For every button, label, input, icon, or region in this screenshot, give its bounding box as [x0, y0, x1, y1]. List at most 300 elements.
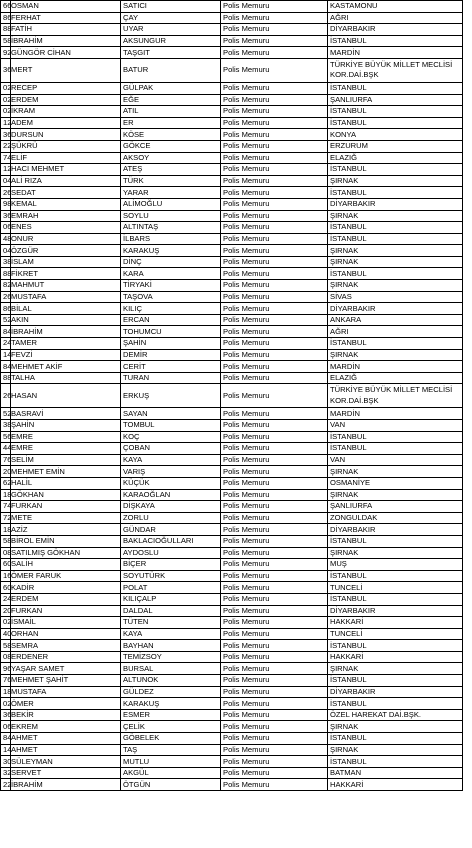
cell-title: Polis Memuru: [221, 198, 328, 210]
table-row: [1, 187, 463, 199]
cell-name: AHMET: [11, 733, 121, 745]
cell-title: Polis Memuru: [221, 384, 328, 408]
cell-name: KEMAL: [11, 198, 121, 210]
cell-no: 86: [1, 303, 11, 315]
cell-title: Polis Memuru: [221, 779, 328, 791]
cell-location: İSTANBUL: [328, 82, 463, 94]
cell-surname: SATICI: [121, 1, 221, 13]
cell-title: Polis Memuru: [221, 58, 328, 82]
cell-name: ŞAHİN: [11, 420, 121, 432]
cell-surname: KAYA: [121, 628, 221, 640]
cell-title: Polis Memuru: [221, 420, 328, 432]
cell-name: HACI MEHMET: [11, 164, 121, 176]
cell-no: 02: [1, 106, 11, 118]
cell-name: FERHAT: [11, 12, 121, 24]
cell-surname: ATEŞ: [121, 164, 221, 176]
cell-no: 26: [1, 187, 11, 199]
cell-no: 14: [1, 349, 11, 361]
cell-no: 04: [1, 245, 11, 257]
cell-no: 14: [1, 744, 11, 756]
cell-name: RECEP: [11, 82, 121, 94]
cell-location: İSTANBUL: [328, 106, 463, 118]
cell-name: ÖMER FARUK: [11, 570, 121, 582]
cell-name: FURKAN: [11, 605, 121, 617]
cell-no: 96: [1, 663, 11, 675]
cell-title: Polis Memuru: [221, 349, 328, 361]
cell-location: İSTANBUL: [328, 756, 463, 768]
cell-no: 02: [1, 94, 11, 106]
table-row: [1, 210, 463, 222]
cell-name: ELİF: [11, 152, 121, 164]
cell-title: Polis Memuru: [221, 187, 328, 199]
table-row: [1, 198, 463, 210]
cell-location: TÜRKİYE BÜYÜK MİLLET MECLİSİ KOR.DAİ.BŞK: [328, 384, 463, 408]
cell-location: MARDİN: [328, 47, 463, 59]
cell-location: HAKKARİ: [328, 617, 463, 629]
cell-no: 30: [1, 756, 11, 768]
cell-name: ERDEM: [11, 94, 121, 106]
table-row: [1, 164, 463, 176]
cell-location: AĞRI: [328, 12, 463, 24]
table-row: [1, 512, 463, 524]
cell-name: SEMRA: [11, 640, 121, 652]
table-row: [1, 454, 463, 466]
cell-title: Polis Memuru: [221, 47, 328, 59]
cell-location: ŞIRNAK: [328, 245, 463, 257]
cell-no: 02: [1, 698, 11, 710]
cell-surname: AKSOY: [121, 152, 221, 164]
cell-title: Polis Memuru: [221, 721, 328, 733]
table-body: [1, 1, 463, 791]
cell-no: 66: [1, 1, 11, 13]
cell-location: ŞIRNAK: [328, 280, 463, 292]
cell-surname: BİÇER: [121, 559, 221, 571]
cell-name: HASAN: [11, 384, 121, 408]
table-row: [1, 593, 463, 605]
table-row: [1, 129, 463, 141]
cell-no: 56: [1, 431, 11, 443]
cell-location: HAKKARİ: [328, 651, 463, 663]
cell-surname: TOHUMCU: [121, 326, 221, 338]
cell-no: 06: [1, 222, 11, 234]
table-row: [1, 349, 463, 361]
cell-location: ŞIRNAK: [328, 721, 463, 733]
cell-no: 76: [1, 675, 11, 687]
cell-no: 20: [1, 466, 11, 478]
cell-no: 58: [1, 640, 11, 652]
cell-surname: KILIÇALP: [121, 593, 221, 605]
cell-location: İSTANBUL: [328, 570, 463, 582]
cell-location: ŞIRNAK: [328, 547, 463, 559]
cell-surname: ALTUNOK: [121, 675, 221, 687]
cell-surname: CERİT: [121, 361, 221, 373]
cell-title: Polis Memuru: [221, 338, 328, 350]
cell-location: ZONGULDAK: [328, 512, 463, 524]
cell-no: 52: [1, 408, 11, 420]
cell-no: 86: [1, 12, 11, 24]
table-row: [1, 686, 463, 698]
table-row: [1, 501, 463, 513]
cell-name: İKRAM: [11, 106, 121, 118]
cell-location: İSTANBUL: [328, 431, 463, 443]
table-row: [1, 280, 463, 292]
cell-no: 24: [1, 593, 11, 605]
cell-name: ŞÜKRÜ: [11, 140, 121, 152]
cell-surname: TÜRK: [121, 175, 221, 187]
cell-surname: TAŞ: [121, 744, 221, 756]
cell-name: GÜNGÖR CİHAN: [11, 47, 121, 59]
table-row: [1, 372, 463, 384]
cell-no: 52: [1, 314, 11, 326]
table-row: [1, 767, 463, 779]
cell-surname: KAYA: [121, 454, 221, 466]
cell-no: 12: [1, 117, 11, 129]
cell-surname: KARAKUŞ: [121, 245, 221, 257]
cell-no: 82: [1, 280, 11, 292]
cell-surname: TÜTEN: [121, 617, 221, 629]
cell-name: BASRAVİ: [11, 408, 121, 420]
table-row: [1, 420, 463, 432]
cell-no: 58: [1, 535, 11, 547]
cell-surname: ÇAY: [121, 12, 221, 24]
cell-surname: GÜLDEZ: [121, 686, 221, 698]
cell-no: 04: [1, 175, 11, 187]
cell-name: MERT: [11, 58, 121, 82]
cell-location: ELAZIĞ: [328, 152, 463, 164]
cell-title: Polis Memuru: [221, 233, 328, 245]
cell-location: ŞIRNAK: [328, 663, 463, 675]
cell-location: ŞIRNAK: [328, 256, 463, 268]
cell-title: Polis Memuru: [221, 24, 328, 36]
cell-location: DİYARBAKIR: [328, 303, 463, 315]
cell-title: Polis Memuru: [221, 628, 328, 640]
table-row: [1, 47, 463, 59]
cell-surname: KILIÇ: [121, 303, 221, 315]
cell-surname: GÜNDAR: [121, 524, 221, 536]
cell-location: İSTANBUL: [328, 164, 463, 176]
table-row: [1, 12, 463, 24]
cell-name: ÖZGÜR: [11, 245, 121, 257]
cell-location: ŞANLIURFA: [328, 94, 463, 106]
table-row: [1, 628, 463, 640]
cell-no: 84: [1, 361, 11, 373]
cell-title: Polis Memuru: [221, 524, 328, 536]
table-row: [1, 326, 463, 338]
cell-title: Polis Memuru: [221, 291, 328, 303]
cell-surname: KÜÇÜK: [121, 477, 221, 489]
cell-location: İSTANBUL: [328, 698, 463, 710]
cell-no: 98: [1, 198, 11, 210]
cell-title: Polis Memuru: [221, 129, 328, 141]
cell-title: Polis Memuru: [221, 12, 328, 24]
table-row: [1, 524, 463, 536]
cell-title: Polis Memuru: [221, 222, 328, 234]
cell-surname: BAYHAN: [121, 640, 221, 652]
cell-location: İSTANBUL: [328, 222, 463, 234]
cell-location: İSTANBUL: [328, 268, 463, 280]
table-row: [1, 314, 463, 326]
cell-surname: DEMİR: [121, 349, 221, 361]
cell-title: Polis Memuru: [221, 477, 328, 489]
cell-location: ÖZEL HAREKAT DAİ.BŞK.: [328, 709, 463, 721]
table-row: [1, 106, 463, 118]
cell-no: 62: [1, 477, 11, 489]
cell-title: Polis Memuru: [221, 501, 328, 513]
cell-no: 32: [1, 767, 11, 779]
cell-name: KADİR: [11, 582, 121, 594]
table-row: [1, 140, 463, 152]
cell-title: Polis Memuru: [221, 94, 328, 106]
cell-no: 38: [1, 256, 11, 268]
table-row: [1, 35, 463, 47]
cell-title: Polis Memuru: [221, 408, 328, 420]
cell-surname: KARA: [121, 268, 221, 280]
cell-location: ŞIRNAK: [328, 744, 463, 756]
cell-location: DİYARBAKIR: [328, 605, 463, 617]
cell-location: ŞIRNAK: [328, 489, 463, 501]
cell-title: Polis Memuru: [221, 559, 328, 571]
cell-title: Polis Memuru: [221, 466, 328, 478]
table-row: [1, 222, 463, 234]
cell-location: DİYARBAKIR: [328, 524, 463, 536]
cell-name: MAHMUT: [11, 280, 121, 292]
cell-location: ERZURUM: [328, 140, 463, 152]
cell-no: 60: [1, 582, 11, 594]
cell-location: BATMAN: [328, 767, 463, 779]
cell-name: FİKRET: [11, 268, 121, 280]
cell-no: 74: [1, 501, 11, 513]
table-row: [1, 466, 463, 478]
cell-name: BİLAL: [11, 303, 121, 315]
cell-name: BİROL EMİN: [11, 535, 121, 547]
cell-name: ENES: [11, 222, 121, 234]
cell-surname: İLBARS: [121, 233, 221, 245]
cell-location: ŞANLIURFA: [328, 501, 463, 513]
cell-location: VAN: [328, 420, 463, 432]
cell-name: SEDAT: [11, 187, 121, 199]
cell-title: Polis Memuru: [221, 140, 328, 152]
cell-no: 08: [1, 651, 11, 663]
cell-no: 18: [1, 524, 11, 536]
cell-name: FATİH: [11, 24, 121, 36]
cell-no: 26: [1, 384, 11, 408]
cell-location: VAN: [328, 454, 463, 466]
table-row: [1, 489, 463, 501]
cell-surname: AYDOSLU: [121, 547, 221, 559]
cell-name: İSLAM: [11, 256, 121, 268]
cell-location: İSTANBUL: [328, 535, 463, 547]
cell-location: ŞIRNAK: [328, 349, 463, 361]
cell-no: 76: [1, 454, 11, 466]
table-row: [1, 384, 463, 408]
cell-surname: TİRYAKİ: [121, 280, 221, 292]
cell-location: İSTANBUL: [328, 443, 463, 455]
cell-location: TUNCELİ: [328, 628, 463, 640]
cell-surname: TEMİZSOY: [121, 651, 221, 663]
cell-location: İSTANBUL: [328, 187, 463, 199]
cell-no: 92: [1, 47, 11, 59]
table-row: [1, 338, 463, 350]
table-row: [1, 721, 463, 733]
cell-no: 72: [1, 512, 11, 524]
cell-location: İSTANBUL: [328, 233, 463, 245]
cell-title: Polis Memuru: [221, 767, 328, 779]
cell-location: İSTANBUL: [328, 733, 463, 745]
cell-surname: KOÇ: [121, 431, 221, 443]
cell-location: KONYA: [328, 129, 463, 141]
cell-location: ELAZIĞ: [328, 372, 463, 384]
cell-surname: GÖKCE: [121, 140, 221, 152]
cell-surname: MUTLU: [121, 756, 221, 768]
cell-name: SATILMIŞ GÖKHAN: [11, 547, 121, 559]
cell-name: SÜLEYMAN: [11, 756, 121, 768]
cell-name: MUSTAFA: [11, 686, 121, 698]
cell-title: Polis Memuru: [221, 152, 328, 164]
cell-location: ŞIRNAK: [328, 210, 463, 222]
cell-location: İSTANBUL: [328, 117, 463, 129]
cell-location: İSTANBUL: [328, 593, 463, 605]
cell-name: EMRE: [11, 443, 121, 455]
cell-title: Polis Memuru: [221, 593, 328, 605]
cell-no: 22: [1, 779, 11, 791]
cell-surname: GÖBELEK: [121, 733, 221, 745]
cell-title: Polis Memuru: [221, 175, 328, 187]
cell-no: 48: [1, 233, 11, 245]
cell-location: İSTANBUL: [328, 338, 463, 350]
cell-name: ADEM: [11, 117, 121, 129]
cell-no: 88: [1, 24, 11, 36]
cell-title: Polis Memuru: [221, 489, 328, 501]
cell-title: Polis Memuru: [221, 164, 328, 176]
cell-location: SİVAS: [328, 291, 463, 303]
table-row: [1, 1, 463, 13]
table-row: [1, 24, 463, 36]
cell-name: TALHA: [11, 372, 121, 384]
cell-location: TUNCELİ: [328, 582, 463, 594]
table-row: [1, 245, 463, 257]
cell-location: İSTANBUL: [328, 675, 463, 687]
cell-no: 84: [1, 326, 11, 338]
cell-no: 36: [1, 129, 11, 141]
cell-surname: ERCAN: [121, 314, 221, 326]
cell-surname: KARAKUŞ: [121, 698, 221, 710]
cell-no: 38: [1, 420, 11, 432]
cell-no: 18: [1, 686, 11, 698]
table-row: [1, 663, 463, 675]
cell-name: TAMER: [11, 338, 121, 350]
cell-title: Polis Memuru: [221, 326, 328, 338]
cell-surname: SAYAN: [121, 408, 221, 420]
cell-title: Polis Memuru: [221, 512, 328, 524]
cell-surname: TOMBUL: [121, 420, 221, 432]
table-row: [1, 477, 463, 489]
cell-title: Polis Memuru: [221, 361, 328, 373]
cell-name: OSMAN: [11, 1, 121, 13]
cell-title: Polis Memuru: [221, 570, 328, 582]
cell-name: BEKİR: [11, 709, 121, 721]
cell-surname: ER: [121, 117, 221, 129]
table-row: [1, 233, 463, 245]
cell-location: ŞIRNAK: [328, 175, 463, 187]
cell-no: 02: [1, 617, 11, 629]
cell-location: OSMANİYE: [328, 477, 463, 489]
table-row: [1, 82, 463, 94]
cell-title: Polis Memuru: [221, 744, 328, 756]
table-row: [1, 443, 463, 455]
cell-location: ŞIRNAK: [328, 466, 463, 478]
cell-no: 18: [1, 489, 11, 501]
cell-title: Polis Memuru: [221, 756, 328, 768]
cell-location: MARDİN: [328, 408, 463, 420]
cell-title: Polis Memuru: [221, 733, 328, 745]
cell-location: DİYARBAKIR: [328, 198, 463, 210]
cell-location: KASTAMONU: [328, 1, 463, 13]
cell-surname: GÜLPAK: [121, 82, 221, 94]
table-row: [1, 303, 463, 315]
cell-name: MUSTAFA: [11, 291, 121, 303]
cell-title: Polis Memuru: [221, 210, 328, 222]
cell-surname: AKGÜL: [121, 767, 221, 779]
cell-surname: AKSUNGUR: [121, 35, 221, 47]
cell-title: Polis Memuru: [221, 663, 328, 675]
cell-surname: ATIL: [121, 106, 221, 118]
cell-surname: YARAR: [121, 187, 221, 199]
cell-name: GÖKHAN: [11, 489, 121, 501]
cell-surname: KÖSE: [121, 129, 221, 141]
table-row: [1, 698, 463, 710]
cell-title: Polis Memuru: [221, 535, 328, 547]
cell-surname: ALTINTAŞ: [121, 222, 221, 234]
cell-location: AĞRI: [328, 326, 463, 338]
table-row: [1, 361, 463, 373]
table-row: [1, 58, 463, 82]
cell-name: EKREM: [11, 721, 121, 733]
cell-surname: ÖTGÜN: [121, 779, 221, 791]
cell-no: 84: [1, 733, 11, 745]
cell-name: SALİH: [11, 559, 121, 571]
cell-surname: DİŞKAYA: [121, 501, 221, 513]
cell-title: Polis Memuru: [221, 372, 328, 384]
cell-no: 20: [1, 605, 11, 617]
cell-location: MARDİN: [328, 361, 463, 373]
table-row: [1, 408, 463, 420]
cell-name: MEHMET AKİF: [11, 361, 121, 373]
cell-location: HAKKARİ: [328, 779, 463, 791]
table-row: [1, 779, 463, 791]
cell-title: Polis Memuru: [221, 431, 328, 443]
cell-no: 40: [1, 628, 11, 640]
cell-title: Polis Memuru: [221, 82, 328, 94]
cell-name: ÖMER: [11, 698, 121, 710]
table-row: [1, 640, 463, 652]
cell-surname: ZORLU: [121, 512, 221, 524]
cell-name: ERDEM: [11, 593, 121, 605]
cell-location: İSTANBUL: [328, 640, 463, 652]
cell-name: İSMAİL: [11, 617, 121, 629]
cell-title: Polis Memuru: [221, 106, 328, 118]
cell-name: ERDENER: [11, 651, 121, 663]
cell-no: 12: [1, 164, 11, 176]
table-row: [1, 559, 463, 571]
cell-no: 60: [1, 559, 11, 571]
cell-surname: BATUR: [121, 58, 221, 82]
cell-no: 06: [1, 721, 11, 733]
cell-surname: EĞE: [121, 94, 221, 106]
cell-name: YAŞAR SAMET: [11, 663, 121, 675]
cell-no: 88: [1, 268, 11, 280]
cell-surname: BAKLACIOĞULLARI: [121, 535, 221, 547]
cell-name: İBRAHİM: [11, 326, 121, 338]
